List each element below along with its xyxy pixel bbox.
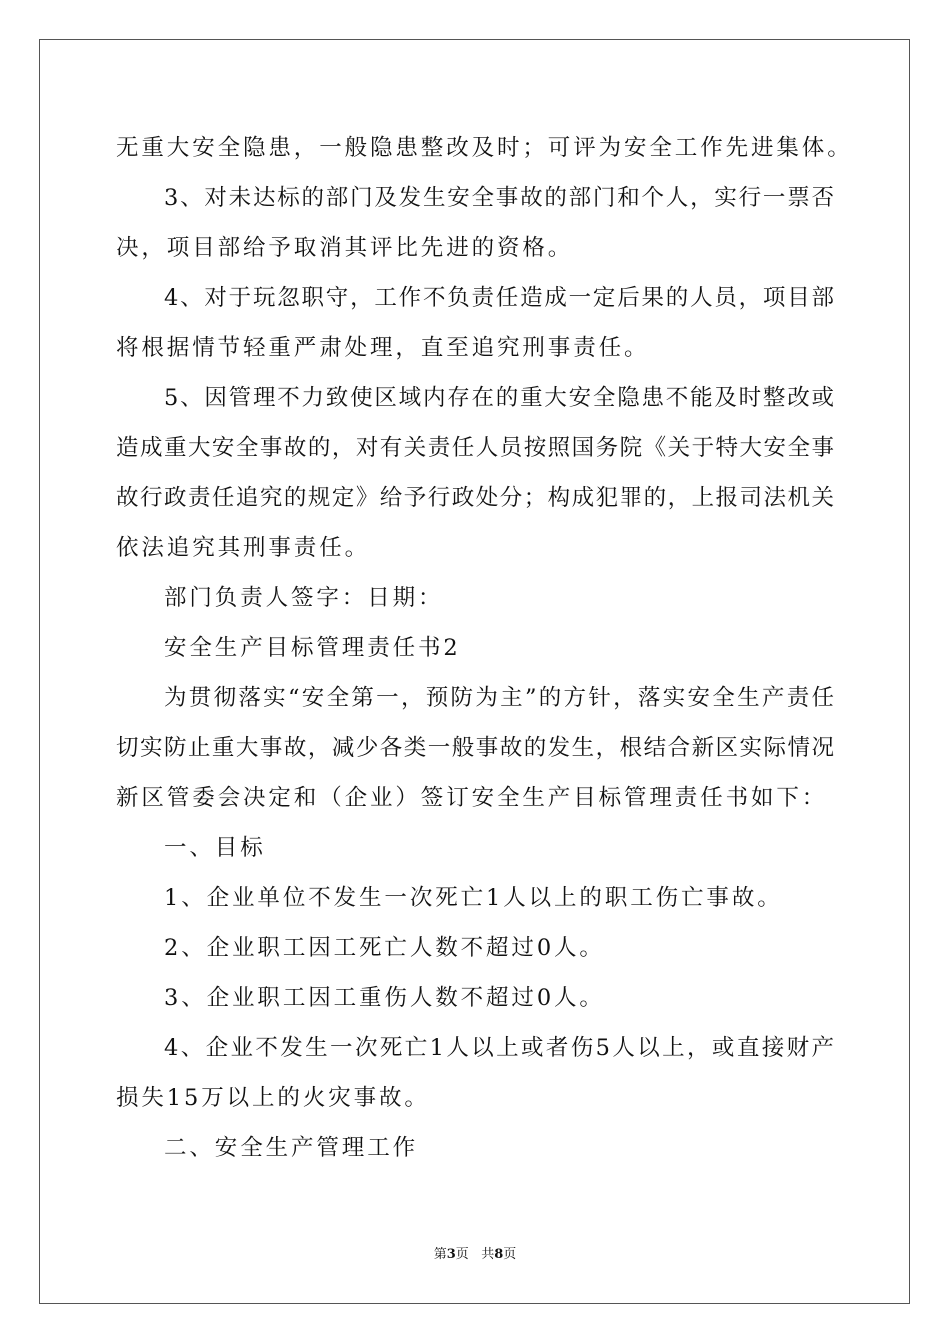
text-line-9: 依法追究其刑事责任。 [116, 535, 371, 561]
text-line-8: 故行政责任追究的规定》给予行政处分；构成犯罪的，上报司法机关 [116, 485, 834, 511]
text-line-4: 4、对于玩忽职守，工作不负责任造成一定后果的人员，项目部 [164, 285, 834, 311]
text-line-20: 损失15万以上的火灾事故。 [116, 1085, 430, 1111]
goal-item-2: 2、企业职工因工死亡人数不超过0人。 [164, 935, 605, 961]
text-line-7: 造成重大安全事故的，对有关责任人员按照国务院《关于特大安全事 [116, 435, 834, 461]
footer-suffix: 页 [503, 1247, 517, 1262]
text-line-13: 切实防止重大事故，减少各类一般事故的发生，根结合新区实际情况 [116, 735, 834, 761]
text-line-1: 无重大安全隐患，一般隐患整改及时；可评为安全工作先进集体。 [116, 135, 853, 161]
footer-total-pages: 8 [494, 1247, 504, 1262]
text-line-2: 3、对未达标的部门及发生安全事故的部门和个人，实行一票否 [164, 185, 834, 211]
footer-mid: 页 共 [455, 1247, 495, 1262]
text-line-3: 决，项目部给予取消其评比先进的资格。 [116, 235, 574, 261]
footer-page-number: 3 [446, 1247, 456, 1262]
text-line-12: 为贯彻落实“安全第一，预防为主”的方针，落实安全生产责任 [164, 685, 834, 711]
page-border [39, 39, 910, 1304]
signature-line: 部门负责人签字：日期： [164, 585, 444, 611]
heading-management: 二、安全生产管理工作 [164, 1135, 419, 1161]
section-title: 安全生产目标管理责任书2 [164, 635, 461, 661]
goal-item-3: 3、企业职工因工重伤人数不超过0人。 [164, 985, 605, 1011]
goal-item-4: 4、企业不发生一次死亡1人以上或者伤5人以上，或直接财产 [164, 1035, 834, 1061]
footer-prefix: 第 [433, 1247, 447, 1262]
goal-item-1: 1、企业单位不发生一次死亡1人以上的职工伤亡事故。 [164, 885, 783, 911]
text-line-5: 将根据情节轻重严肃处理，直至追究刑事责任。 [116, 335, 650, 361]
page-footer [0, 1246, 950, 1264]
text-line-6: 5、因管理不力致使区域内存在的重大安全隐患不能及时整改或 [164, 385, 834, 411]
heading-goals: 一、目标 [164, 835, 266, 861]
text-line-14: 新区管委会决定和（企业）签订安全生产目标管理责任书如下： [116, 785, 828, 811]
